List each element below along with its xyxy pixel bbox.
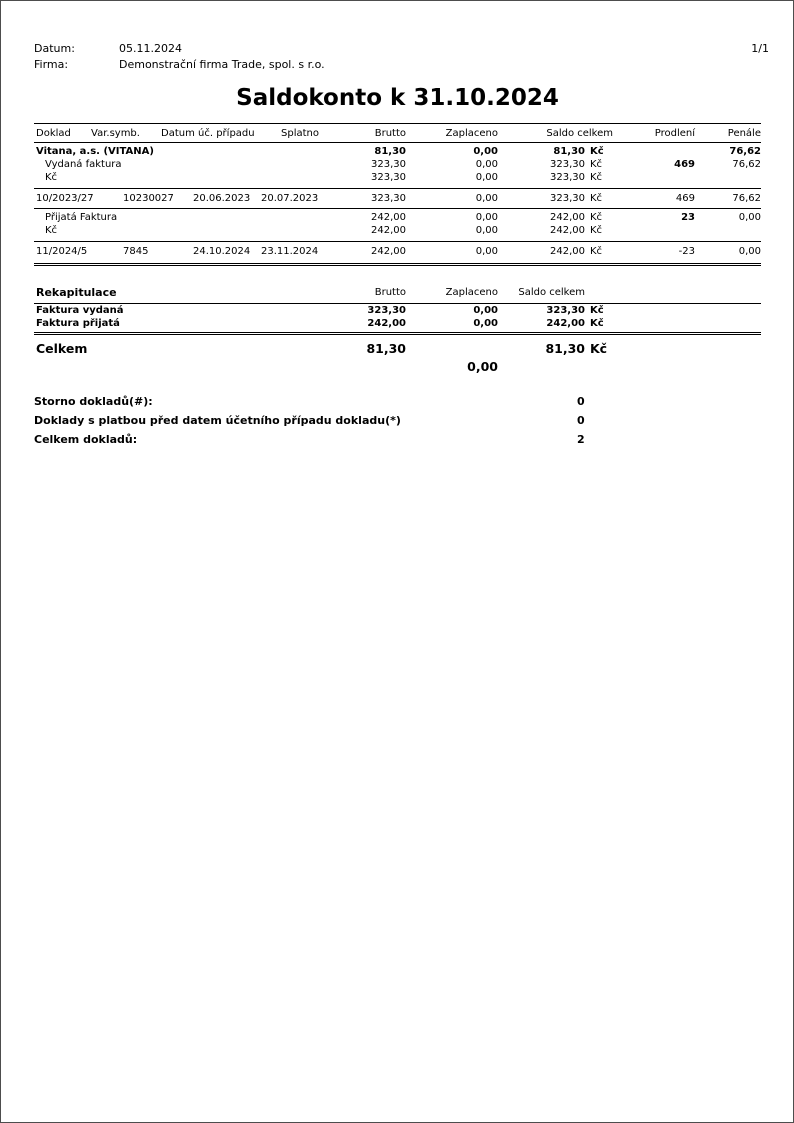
- cell-zaplaceno: 0,00: [475, 159, 498, 170]
- cell-brutto: 323,30: [371, 172, 406, 183]
- cell-penale: 76,62: [732, 193, 761, 204]
- report-title: Saldokonto k 31.10.2024: [236, 85, 559, 111]
- cell-zaplaceno: 0,00: [475, 193, 498, 204]
- rekap-header-brutto: Brutto: [374, 287, 406, 298]
- saldo-table: [34, 123, 793, 266]
- cell-varsymb: 7845: [123, 246, 149, 257]
- col-header-prodleni: Prodlení: [654, 128, 695, 139]
- cell-brutto: 323,30: [371, 159, 406, 170]
- cell-doklad: 10/2023/27: [36, 193, 94, 204]
- cell-zaplaceno: 0,00: [473, 305, 498, 316]
- rekap-header-row: [34, 286, 761, 304]
- col-header-varsymb: Var.symb.: [91, 128, 140, 139]
- table-row-type-prijata: [34, 209, 761, 224]
- cell-datum: 24.10.2024: [193, 246, 251, 257]
- cell-saldo: 323,30: [550, 172, 585, 183]
- rekap-label: Faktura přijatá: [36, 318, 120, 329]
- cell-splatno: 23.11.2024: [261, 246, 319, 257]
- rekap-label: Faktura vydaná: [36, 305, 124, 316]
- cell-currency: Kč: [590, 305, 604, 316]
- cell-currency: Kč: [590, 225, 603, 236]
- total-saldo: 81,30: [545, 341, 585, 356]
- firma-label: Firma:: [34, 58, 69, 71]
- cell-currency: Kč: [590, 159, 603, 170]
- cell-saldo: 323,30: [550, 193, 585, 204]
- cell-saldo: 242,00: [550, 246, 585, 257]
- table-row-doc: [34, 189, 761, 209]
- cell-saldo: 242,00: [550, 225, 585, 236]
- cell-currency: Kč: [590, 193, 603, 204]
- table-header-row: [34, 123, 761, 143]
- col-header-splatno: Splatno: [281, 128, 319, 139]
- cell-brutto: 323,30: [367, 305, 406, 316]
- page-number: 1/1: [751, 42, 769, 55]
- summary-label: Celkem dokladů:: [34, 433, 138, 446]
- firma-value: Demonstrační firma Trade, spol. s r.o.: [119, 58, 325, 71]
- rekap-header-zaplaceno: Zaplaceno: [445, 287, 498, 298]
- cell-saldo: 323,30: [550, 159, 585, 170]
- cell-brutto: 242,00: [371, 225, 406, 236]
- cell-saldo: 81,30: [553, 146, 585, 157]
- cell-penale: 76,62: [729, 146, 761, 157]
- cell-currency: Kč: [590, 246, 603, 257]
- cell-zaplaceno: 0,00: [475, 212, 498, 223]
- cell-saldo: 242,00: [550, 212, 585, 223]
- table-row-doc: [34, 242, 761, 261]
- cell-penale: 76,62: [732, 159, 761, 170]
- cell-brutto: 323,30: [371, 193, 406, 204]
- rekap-header-saldo: Saldo celkem: [518, 287, 585, 298]
- meta-row-datum: [34, 41, 325, 57]
- total-label: Celkem: [36, 341, 88, 356]
- cell-zaplaceno: 0,00: [475, 225, 498, 236]
- summary-row-storno: [34, 392, 761, 411]
- double-divider: [34, 263, 761, 266]
- cell-datum: 20.06.2023: [193, 193, 251, 204]
- col-header-doklad: Doklad: [36, 128, 71, 139]
- cell-zaplaceno: 0,00: [473, 318, 498, 329]
- cell-prodleni: 469: [674, 159, 695, 170]
- meta-row-firma: [34, 57, 325, 73]
- summary-label: Doklady s platbou před datem účetního případu dokladu(*): [34, 414, 401, 427]
- total-zaplaceno: 0,00: [467, 359, 498, 374]
- cell-currency: Kč: [590, 212, 603, 223]
- cell-zaplaceno: 0,00: [473, 146, 498, 157]
- table-row-currency: [34, 171, 761, 184]
- doc-type-label: Přijatá Faktura: [45, 212, 118, 223]
- cell-currency: Kč: [590, 146, 604, 157]
- table-row-type-vydana: [34, 158, 761, 171]
- doc-type-label: Vydaná faktura: [45, 159, 122, 170]
- summary-label: Storno dokladů(#):: [34, 395, 153, 408]
- cell-brutto: 242,00: [367, 318, 406, 329]
- cell-brutto: 242,00: [371, 246, 406, 257]
- cell-zaplaceno: 0,00: [475, 246, 498, 257]
- col-header-brutto: Brutto: [374, 128, 406, 139]
- cell-prodleni: -23: [678, 246, 695, 257]
- double-divider: [34, 332, 761, 335]
- summary-row-celkem: [34, 430, 761, 449]
- cell-brutto: 81,30: [374, 146, 406, 157]
- report-meta: [34, 41, 769, 73]
- cell-saldo: 242,00: [546, 318, 585, 329]
- col-header-datum: Datum úč. případu: [161, 128, 255, 139]
- rekap-row-vydana: [34, 304, 761, 317]
- rekap-title: Rekapitulace: [36, 286, 117, 299]
- cell-splatno: 20.07.2023: [261, 193, 319, 204]
- cell-penale: 0,00: [738, 246, 761, 257]
- col-header-penale: Penále: [727, 128, 761, 139]
- summary-row-platba: [34, 411, 761, 430]
- total-row: [34, 341, 761, 356]
- summary-value: 2: [577, 433, 585, 446]
- partner-name: Vitana, a.s. (VITANA): [36, 146, 154, 157]
- summary-value: 0: [577, 414, 585, 427]
- report-content: [1, 1, 793, 449]
- cell-prodleni: 469: [675, 193, 695, 204]
- currency-label: Kč: [45, 172, 58, 183]
- cell-saldo: 323,30: [546, 305, 585, 316]
- datum-value: 05.11.2024: [119, 42, 182, 55]
- cell-currency: Kč: [590, 318, 604, 329]
- cell-varsymb: 10230027: [123, 193, 174, 204]
- summary-section: [34, 392, 793, 449]
- col-header-saldo: Saldo celkem: [546, 128, 613, 139]
- cell-penale: 0,00: [738, 212, 761, 223]
- table-row-currency: [34, 224, 761, 237]
- cell-brutto: 242,00: [371, 212, 406, 223]
- rekapitulace-section: [34, 286, 793, 374]
- currency-label: Kč: [45, 225, 58, 236]
- table-row-partner: [34, 143, 761, 158]
- cell-zaplaceno: 0,00: [475, 172, 498, 183]
- col-header-zaplaceno: Zaplaceno: [445, 128, 498, 139]
- total-currency: Kč: [590, 341, 608, 356]
- total-brutto: 81,30: [366, 341, 406, 356]
- cell-prodleni: 23: [681, 212, 695, 223]
- meta-rows: [34, 41, 325, 73]
- rekap-row-prijata: [34, 317, 761, 330]
- datum-label: Datum:: [34, 42, 75, 55]
- cell-doklad: 11/2024/5: [36, 246, 88, 257]
- cell-currency: Kč: [590, 172, 603, 183]
- total-zaplaceno-row: [34, 359, 761, 374]
- summary-value: 0: [577, 395, 585, 408]
